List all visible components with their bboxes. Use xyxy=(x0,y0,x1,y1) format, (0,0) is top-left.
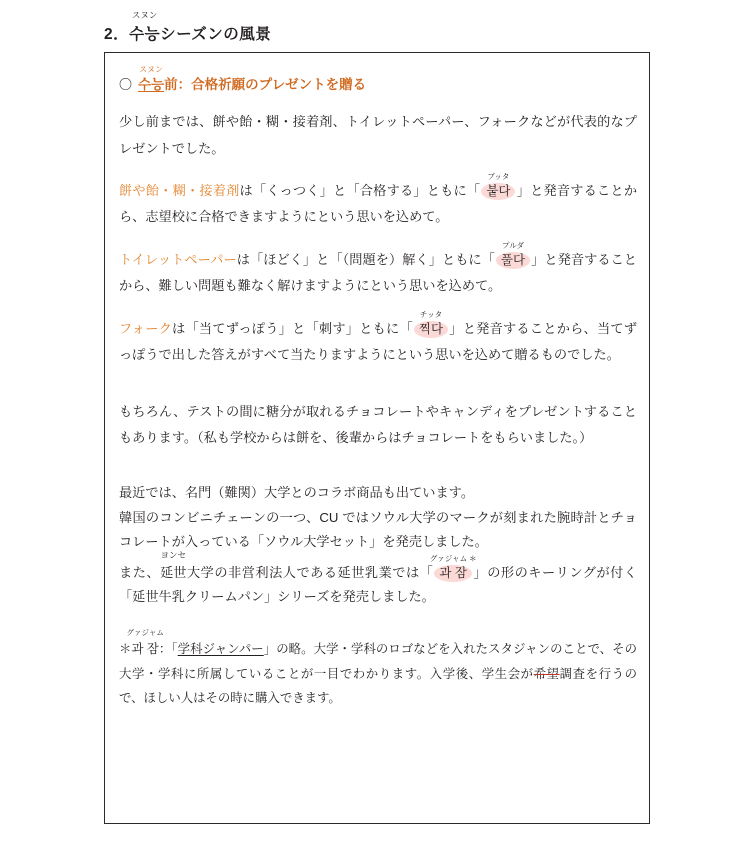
footnote-text-c: 調査を行うので、ほしい人はその時に購入できます。 xyxy=(119,666,638,705)
korean-word: 붙다 xyxy=(486,184,511,199)
paragraph-6 xyxy=(119,481,637,505)
paragraph-spacer-2 xyxy=(119,467,637,481)
paragraph-text-b: 」と発音することから、志望校に合格できますようにという思いを込めて。 xyxy=(119,183,638,225)
paragraph-7 xyxy=(119,506,637,555)
footnote-underlined: 学科ジャンパー xyxy=(177,642,264,657)
paragraph-text-c: 」の形のキーリングが付く「延世牛乳クリームパン」シリーズを発売しました。 xyxy=(119,564,638,604)
paragraph-lead: トイレットペーパー xyxy=(119,251,237,267)
content-box xyxy=(104,52,650,824)
korean-word: 과 잠 xyxy=(439,565,467,580)
footnote-marker: ＊ xyxy=(119,642,132,657)
paragraph-text: 最近では、名門（難関）大学とのコラボ商品も出ています。 xyxy=(119,485,475,501)
paragraph-text-b: 」と発音することから、難しい問題も難なく解けますようにという思いを込めて。 xyxy=(119,251,637,294)
paragraph-text-b: 大学の非営利法人である延世乳業では「 xyxy=(186,564,434,580)
korean-highlight-bubble xyxy=(414,309,448,338)
korean-word: 과 잠 xyxy=(131,642,159,657)
footnote-text-a: ：「 xyxy=(158,642,178,657)
korean-word: 풀다 xyxy=(500,252,526,267)
paragraph-text-a: は「ほどく」と「（問題を）解く」ともに「 xyxy=(236,251,495,267)
section-number: 2． xyxy=(104,26,130,43)
footnote-struck-text: 希望 xyxy=(533,666,560,681)
footnote-spacer xyxy=(119,615,637,637)
paragraph-4 xyxy=(119,309,638,369)
ruby-text: スヌン xyxy=(131,10,158,20)
paragraph-text: 韓国のコンビニチェーンの一つ、CU ではソウル大学のマークが刻まれた腕時計とチョコレートが入っている「ソウル大学セット」を発売しました。 xyxy=(119,509,637,550)
circle-marker-icon: 〇 xyxy=(119,77,133,92)
paragraph-1 xyxy=(119,109,637,162)
paragraph-8 xyxy=(119,549,638,610)
paragraph-lead: フォーク xyxy=(119,320,173,336)
ruby-text: プルダ xyxy=(502,240,524,250)
paragraph-3 xyxy=(119,240,637,300)
paragraph-lead: 餅や飴・糊・接着剤 xyxy=(119,183,240,199)
paragraph-2 xyxy=(119,172,638,231)
section-title-rest: シーズンの風景 xyxy=(160,26,272,43)
content-inner xyxy=(119,65,637,710)
sub-heading-rest: 前：合格祈願のプレゼントを贈る xyxy=(164,77,367,92)
korean-word: 수능 xyxy=(138,77,165,92)
korean-highlight-bubble xyxy=(481,172,515,200)
sub-heading xyxy=(119,65,637,95)
ruby-text: グァジャム xyxy=(126,628,164,638)
ruby-text: チッタ xyxy=(419,309,443,319)
paragraph-text-b: 」と発音することから、当てずっぽうで出した答えがすべて当たりますようにという思いを込めて贈るものでした。 xyxy=(119,320,638,363)
ruby-text: ヨンセ xyxy=(160,549,187,560)
footnote xyxy=(119,628,638,710)
korean-highlight-bubble xyxy=(429,553,477,582)
footnote-korean xyxy=(126,628,164,661)
paragraph-text: 少し前までは、餅や飴・糊・接着剤、トイレットペーパー、フォークなどが代表的なプレゼントでした。 xyxy=(119,114,637,156)
footnote-text-b: 」の略。大学・学科のロゴなどを入れたスタジャンのことで、その大学・学科に所属していることが一目でわかります。入学後、学生会が xyxy=(119,642,637,681)
ruby-text: グァジャム ＊ xyxy=(429,553,477,563)
paragraph-spacer xyxy=(119,385,637,399)
paragraph-text-a: また、 xyxy=(119,564,161,580)
paragraph-5 xyxy=(119,399,637,452)
inline-korean-ruby xyxy=(160,549,187,585)
korean-word: 수능 xyxy=(129,26,161,43)
ruby-text: ブッタ xyxy=(487,172,510,182)
paragraph-text-a: は「当てずっぽう」と「刺す」ともに「 xyxy=(172,320,413,336)
paragraph-text: もちろん、テストの間に糖分が取れるチョコレートやキャンディをプレゼントすることもあります。（私も学校からは餅を、後輩からはチョコレートをもらいました。） xyxy=(119,403,637,445)
sub-heading-korean xyxy=(138,65,165,95)
korean-word: 찍다 xyxy=(418,321,444,336)
sub-heading-text xyxy=(138,65,367,95)
korean-highlight-bubble xyxy=(496,240,530,269)
section-heading xyxy=(104,10,272,44)
paragraph-text-a: は「くっつく」と「合格する」ともに「 xyxy=(239,183,481,199)
ruby-text: スヌン xyxy=(139,65,164,74)
korean-word: 延世 xyxy=(160,564,187,580)
section-title-korean xyxy=(129,10,161,44)
